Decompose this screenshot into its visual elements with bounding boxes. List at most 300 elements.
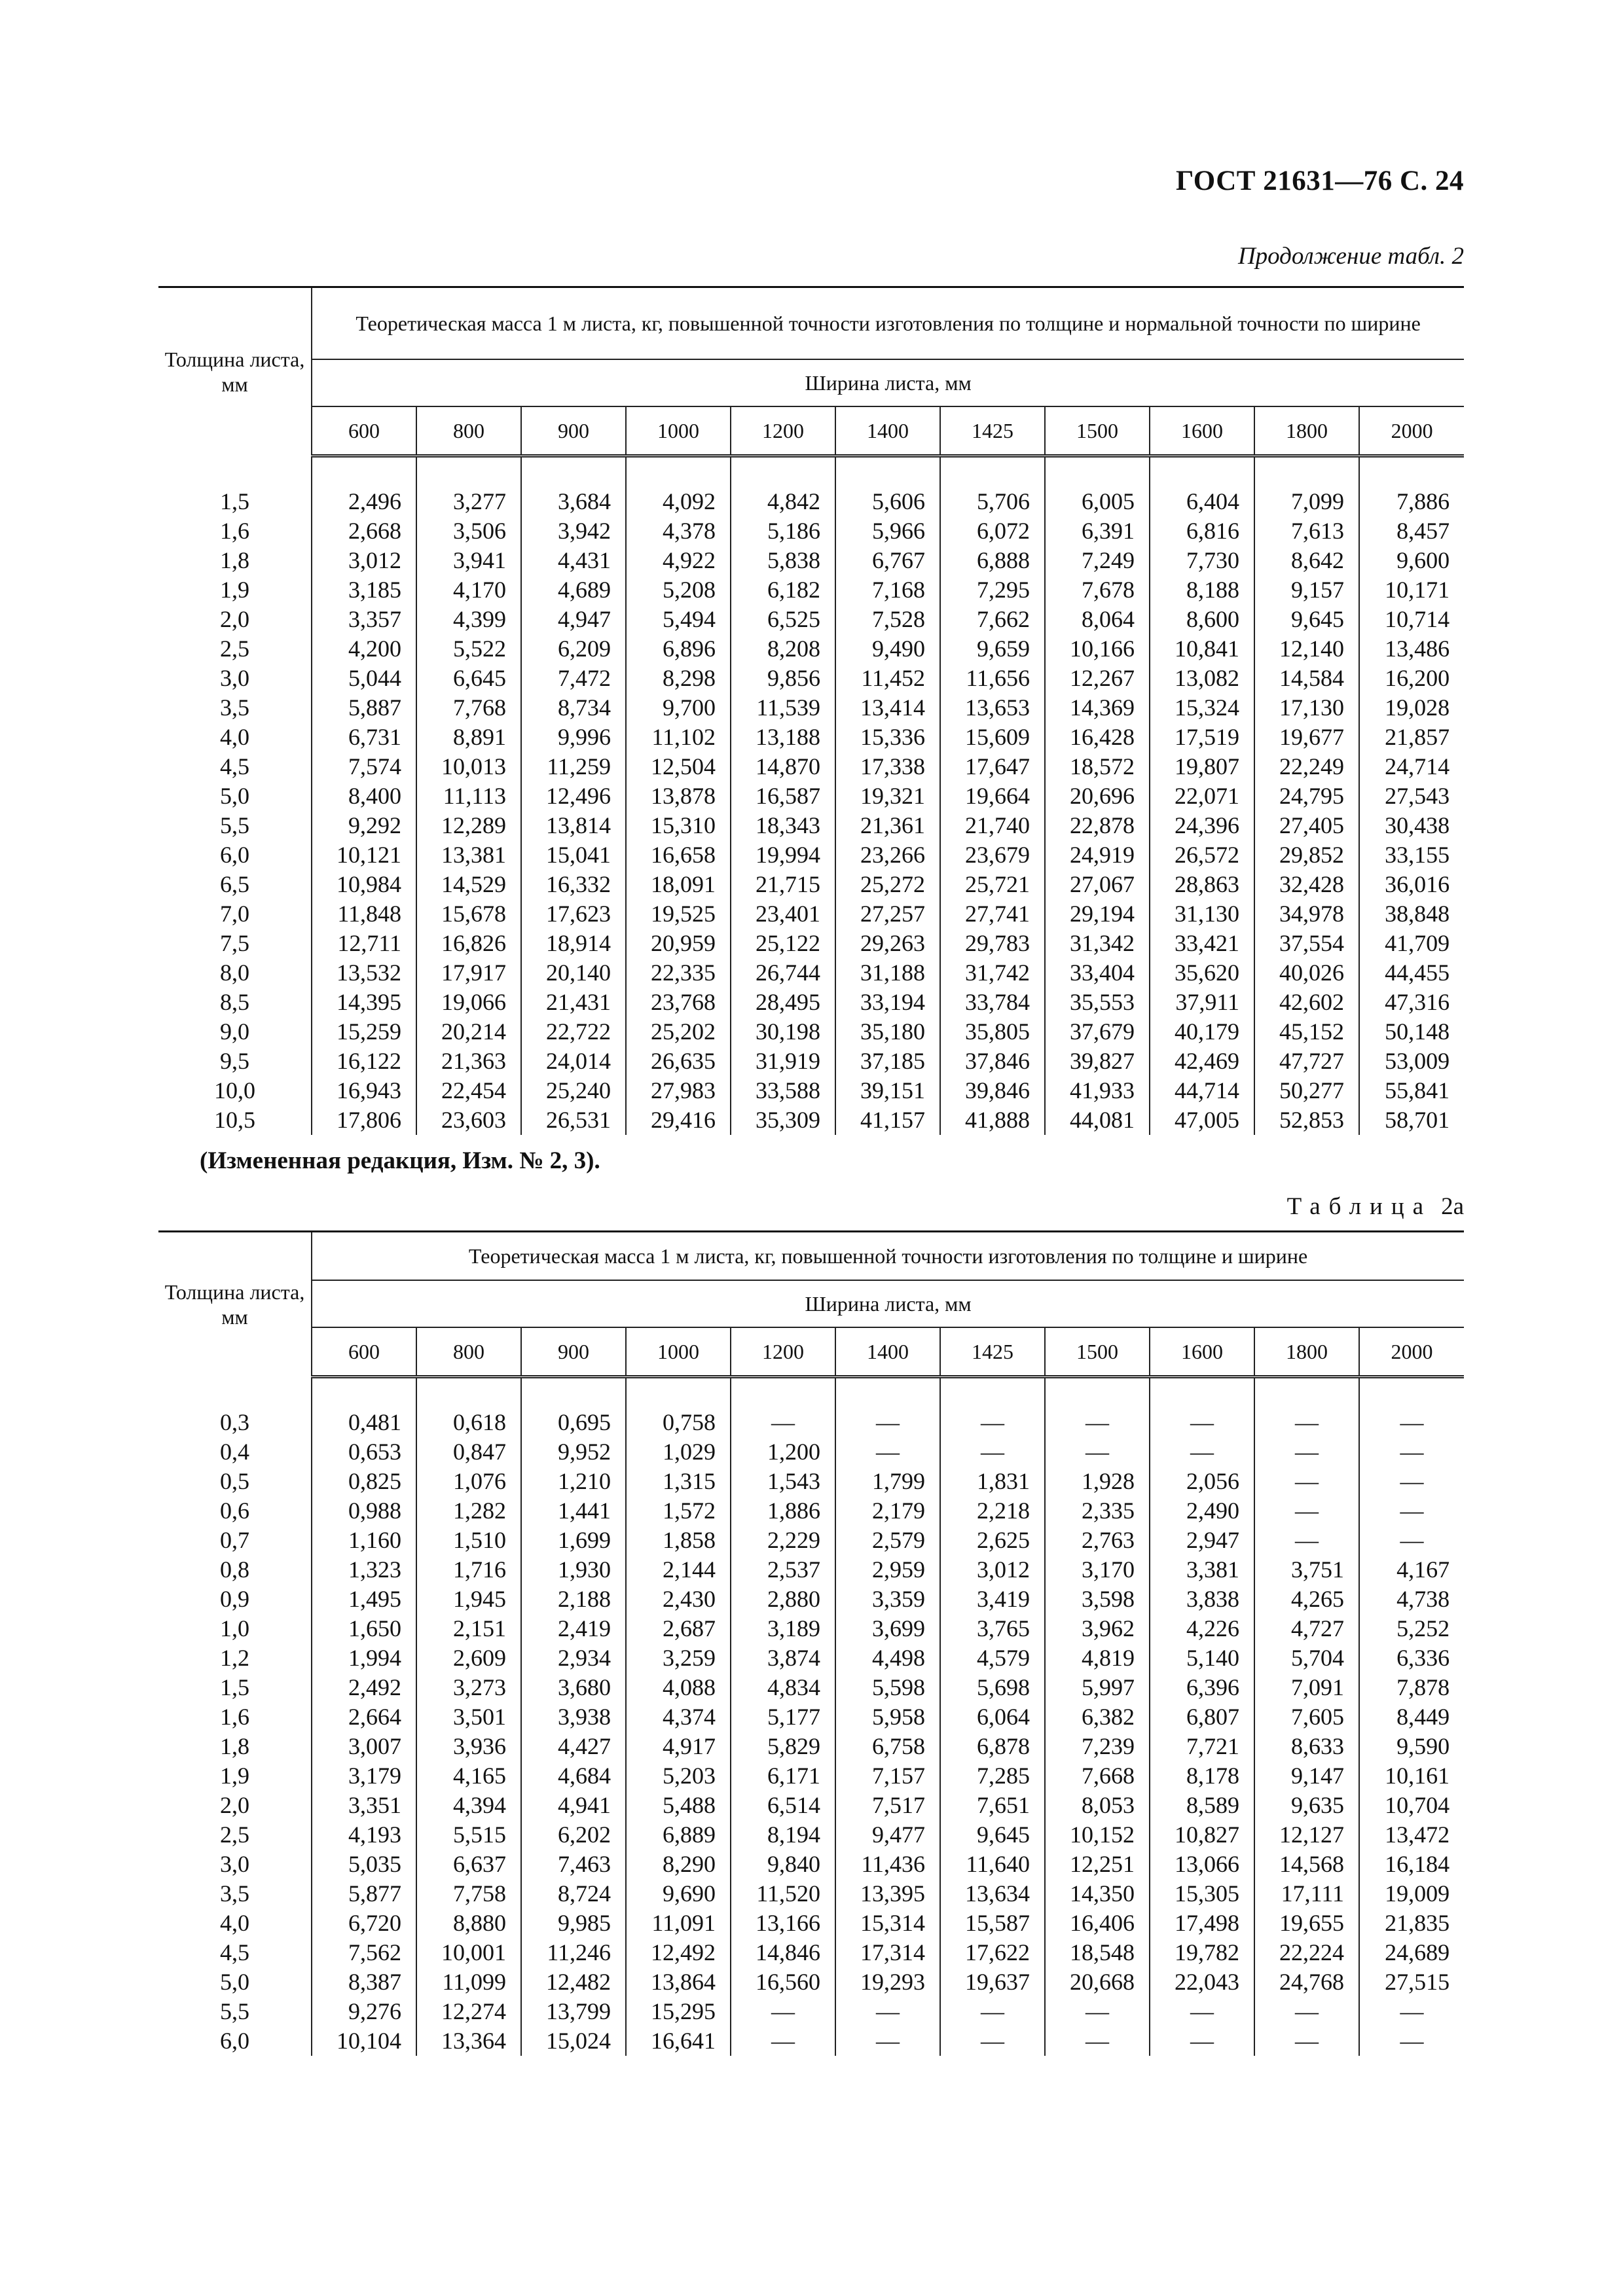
spacer-cell	[416, 1377, 521, 1408]
mass-cell: 3,936	[416, 1732, 521, 1761]
mass-cell: 41,157	[835, 1105, 940, 1135]
mass-cell: 19,677	[1254, 723, 1359, 752]
mass-cell: 22,335	[626, 958, 731, 988]
mass-cell: 4,498	[835, 1643, 940, 1673]
mass-cell: 42,602	[1254, 988, 1359, 1017]
mass-cell: 19,293	[835, 1967, 940, 1997]
mass-cell: 5,203	[626, 1761, 731, 1791]
mass-cell: 8,387	[312, 1967, 416, 1997]
mass-cell: 29,194	[1045, 899, 1150, 929]
mass-cell: 3,838	[1150, 1585, 1254, 1614]
mass-cell: 28,863	[1150, 870, 1254, 899]
mass-cell: 12,711	[312, 929, 416, 958]
mass-cell: 6,758	[835, 1732, 940, 1761]
table-row	[158, 664, 1464, 693]
mass-cell: 15,305	[1150, 1879, 1254, 1909]
mass-cell: 15,041	[521, 840, 626, 870]
mass-cell: 8,400	[312, 781, 416, 811]
table-row	[158, 1643, 1464, 1673]
mass-cell: 27,741	[940, 899, 1045, 929]
amendment-note: (Измененная редакция, Изм. № 2, 3).	[200, 1147, 600, 1174]
mass-cell: 33,404	[1045, 958, 1150, 988]
table-row	[158, 2026, 1464, 2056]
thickness-cell: 1,8	[220, 1733, 249, 1759]
mass-cell: 27,515	[1359, 1967, 1464, 1997]
mass-cell: 9,292	[312, 811, 416, 840]
mass-cell: 9,600	[1359, 546, 1464, 575]
table-title: Теоретическая масса 1 м листа, кг, повышенной точности изготовления по толщине и ширине	[312, 1232, 1464, 1281]
table-row	[158, 1526, 1464, 1555]
spacer-cell	[1254, 456, 1359, 488]
spacer-cell	[312, 456, 416, 488]
mass-cell: 2,179	[835, 1496, 940, 1526]
table-row	[158, 1408, 1464, 1437]
mass-cell: 3,506	[416, 516, 521, 546]
mass-cell: 19,066	[416, 988, 521, 1017]
mass-cell: 29,263	[835, 929, 940, 958]
mass-cell: 33,784	[940, 988, 1045, 1017]
mass-cell: —	[835, 1997, 940, 2026]
mass-cell: 9,157	[1254, 575, 1359, 605]
mass-cell: 4,842	[731, 487, 835, 516]
mass-cell: 26,744	[731, 958, 835, 988]
table-row	[158, 1585, 1464, 1614]
mass-cell: 4,427	[521, 1732, 626, 1761]
mass-cell: —	[731, 2026, 835, 2056]
mass-cell: 3,259	[626, 1643, 731, 1673]
mass-cell: 5,140	[1150, 1643, 1254, 1673]
mass-cell: —	[1359, 1467, 1464, 1496]
mass-cell: 13,166	[731, 1909, 835, 1938]
mass-cell: 3,357	[312, 605, 416, 634]
spacer-cell	[1359, 456, 1464, 488]
width-col-header: 900	[521, 406, 626, 456]
table-row	[158, 1555, 1464, 1585]
mass-cell: 39,827	[1045, 1047, 1150, 1076]
mass-cell: 8,589	[1150, 1791, 1254, 1820]
mass-cell: 14,529	[416, 870, 521, 899]
mass-cell: 4,579	[940, 1643, 1045, 1673]
mass-cell: 15,609	[940, 723, 1045, 752]
mass-cell: 1,210	[521, 1467, 626, 1496]
thickness-cell: 0,7	[220, 1527, 249, 1553]
mass-cell: 4,941	[521, 1791, 626, 1820]
mass-cell: 4,399	[416, 605, 521, 634]
mass-cell: 2,609	[416, 1643, 521, 1673]
mass-cell: 27,983	[626, 1076, 731, 1105]
mass-cell: 6,637	[416, 1850, 521, 1879]
mass-cell: —	[1254, 2026, 1359, 2056]
mass-cell: —	[1045, 2026, 1150, 2056]
mass-cell: 15,336	[835, 723, 940, 752]
mass-cell: 9,700	[626, 693, 731, 723]
mass-cell: 13,878	[626, 781, 731, 811]
mass-cell: 2,335	[1045, 1496, 1150, 1526]
mass-cell: 2,144	[626, 1555, 731, 1585]
mass-cell: 11,848	[312, 899, 416, 929]
spacer-cell	[1254, 1377, 1359, 1408]
mass-cell: 44,455	[1359, 958, 1464, 988]
page-header: ГОСТ 21631—76 С. 24	[1175, 166, 1464, 196]
spacer-cell	[835, 1377, 940, 1408]
table-2a	[158, 1230, 1464, 2056]
mass-cell: 3,751	[1254, 1555, 1359, 1585]
mass-cell: —	[731, 1997, 835, 2026]
mass-cell: —	[1359, 1437, 1464, 1467]
mass-cell: 18,343	[731, 811, 835, 840]
mass-cell: 31,188	[835, 958, 940, 988]
mass-cell: 58,701	[1359, 1105, 1464, 1135]
mass-cell: 37,911	[1150, 988, 1254, 1017]
mass-cell: —	[940, 1408, 1045, 1437]
table-row	[158, 1967, 1464, 1997]
spacer-cell	[835, 456, 940, 488]
mass-cell: 9,490	[835, 634, 940, 664]
table-row	[158, 840, 1464, 870]
mass-cell: 22,224	[1254, 1938, 1359, 1967]
mass-cell: 3,351	[312, 1791, 416, 1820]
mass-cell: 6,391	[1045, 516, 1150, 546]
mass-cell: 14,584	[1254, 664, 1359, 693]
mass-cell: 1,510	[416, 1526, 521, 1555]
mass-cell: 1,716	[416, 1555, 521, 1585]
mass-cell: 16,826	[416, 929, 521, 958]
mass-cell: 50,277	[1254, 1076, 1359, 1105]
table-row	[158, 1879, 1464, 1909]
mass-cell: 33,194	[835, 988, 940, 1017]
table-row	[158, 575, 1464, 605]
thickness-cell: 5,0	[220, 1969, 249, 1995]
mass-cell: 45,152	[1254, 1017, 1359, 1047]
mass-cell: 3,941	[416, 546, 521, 575]
mass-cell: 7,239	[1045, 1732, 1150, 1761]
mass-cell: 8,724	[521, 1879, 626, 1909]
thickness-cell: 0,5	[220, 1468, 249, 1494]
mass-cell: 4,394	[416, 1791, 521, 1820]
mass-cell: 14,369	[1045, 693, 1150, 723]
mass-cell: —	[1254, 1467, 1359, 1496]
thickness-cell: 1,5	[220, 488, 249, 514]
mass-cell: 16,641	[626, 2026, 731, 2056]
thickness-cell: 1,9	[220, 577, 249, 603]
mass-cell: 7,091	[1254, 1673, 1359, 1702]
mass-cell: 1,441	[521, 1496, 626, 1526]
mass-cell: 19,655	[1254, 1909, 1359, 1938]
mass-cell: 1,994	[312, 1643, 416, 1673]
mass-cell: 37,846	[940, 1047, 1045, 1076]
mass-cell: 13,634	[940, 1879, 1045, 1909]
width-col-header: 1200	[731, 1327, 835, 1377]
mass-cell: 44,714	[1150, 1076, 1254, 1105]
mass-cell: 13,486	[1359, 634, 1464, 664]
mass-cell: 29,416	[626, 1105, 731, 1135]
mass-cell: 11,259	[521, 752, 626, 781]
table-label-word: Таблица	[1286, 1193, 1432, 1220]
spacer-cell	[731, 456, 835, 488]
mass-cell: 5,829	[731, 1732, 835, 1761]
mass-cell: 6,807	[1150, 1702, 1254, 1732]
table-row	[158, 1496, 1464, 1526]
mass-cell: 19,782	[1150, 1938, 1254, 1967]
mass-cell: 3,419	[940, 1585, 1045, 1614]
mass-cell: 5,706	[940, 487, 1045, 516]
mass-cell: 7,721	[1150, 1732, 1254, 1761]
table-row	[158, 1997, 1464, 2026]
mass-cell: 6,209	[521, 634, 626, 664]
mass-cell: 3,942	[521, 516, 626, 546]
mass-cell: —	[1254, 1997, 1359, 2026]
mass-cell: 27,257	[835, 899, 940, 929]
thickness-cell: 6,5	[220, 871, 249, 897]
mass-cell: 3,699	[835, 1614, 940, 1643]
mass-cell: 21,363	[416, 1047, 521, 1076]
mass-cell: 4,727	[1254, 1614, 1359, 1643]
mass-cell: 17,314	[835, 1938, 940, 1967]
spacer-cell	[626, 1377, 731, 1408]
mass-cell: 16,200	[1359, 664, 1464, 693]
mass-cell: 6,896	[626, 634, 731, 664]
mass-cell: 3,179	[312, 1761, 416, 1791]
spacer-cell	[416, 456, 521, 488]
mass-cell: 11,113	[416, 781, 521, 811]
mass-cell: 39,846	[940, 1076, 1045, 1105]
mass-cell: 38,848	[1359, 899, 1464, 929]
spacer-cell	[312, 1377, 416, 1408]
table-title: Теоретическая масса 1 м листа, кг, повышенной точности изготовления по толщине и нормальной точности по ширине	[312, 287, 1464, 360]
mass-cell: —	[1045, 1408, 1150, 1437]
mass-cell: 16,587	[731, 781, 835, 811]
width-col-header: 1000	[626, 1327, 731, 1377]
mass-cell: 10,171	[1359, 575, 1464, 605]
mass-cell: 2,496	[312, 487, 416, 516]
mass-cell: 6,525	[731, 605, 835, 634]
mass-cell: 6,404	[1150, 487, 1254, 516]
table-2-continued	[158, 286, 1464, 1135]
mass-cell: 4,170	[416, 575, 521, 605]
table-row	[158, 516, 1464, 546]
table-row	[158, 1017, 1464, 1047]
mass-cell: —	[940, 1437, 1045, 1467]
mass-cell: 17,622	[940, 1938, 1045, 1967]
mass-cell: 0,653	[312, 1437, 416, 1467]
mass-cell: 17,519	[1150, 723, 1254, 752]
spacer-cell	[1150, 456, 1254, 488]
thickness-cell: 4,0	[220, 724, 249, 750]
mass-cell: 7,878	[1359, 1673, 1464, 1702]
mass-cell: 12,492	[626, 1938, 731, 1967]
mass-cell: 1,858	[626, 1526, 731, 1555]
mass-cell: 9,690	[626, 1879, 731, 1909]
mass-cell: 2,687	[626, 1614, 731, 1643]
mass-cell: 9,985	[521, 1909, 626, 1938]
mass-cell: 2,419	[521, 1614, 626, 1643]
mass-cell: 29,852	[1254, 840, 1359, 870]
mass-cell: 7,613	[1254, 516, 1359, 546]
mass-cell: 17,130	[1254, 693, 1359, 723]
mass-cell: 8,053	[1045, 1791, 1150, 1820]
thickness-cell: 1,2	[220, 1645, 249, 1671]
width-col-header: 1000	[626, 406, 731, 456]
mass-cell: 19,664	[940, 781, 1045, 811]
thickness-cell: 2,5	[220, 1821, 249, 1848]
mass-cell: —	[1359, 1408, 1464, 1437]
mass-cell: 8,633	[1254, 1732, 1359, 1761]
table-row	[158, 752, 1464, 781]
mass-cell: 10,841	[1150, 634, 1254, 664]
mass-cell: 4,689	[521, 575, 626, 605]
mass-cell: 5,035	[312, 1850, 416, 1879]
mass-cell: 19,028	[1359, 693, 1464, 723]
table-row	[158, 1820, 1464, 1850]
mass-cell: 27,543	[1359, 781, 1464, 811]
mass-cell: 3,012	[940, 1555, 1045, 1585]
mass-cell: 2,492	[312, 1673, 416, 1702]
mass-cell: 16,560	[731, 1967, 835, 1997]
thickness-cell: 4,5	[220, 753, 249, 780]
spacer-cell	[940, 1377, 1045, 1408]
thickness-cell: 7,5	[220, 930, 249, 956]
mass-cell: 1,323	[312, 1555, 416, 1585]
mass-cell: 15,259	[312, 1017, 416, 1047]
mass-cell: 8,208	[731, 634, 835, 664]
mass-cell: 7,886	[1359, 487, 1464, 516]
mass-cell: 22,071	[1150, 781, 1254, 811]
mass-cell: 3,012	[312, 546, 416, 575]
thickness-cell: 9,0	[220, 1018, 249, 1045]
mass-cell: 4,200	[312, 634, 416, 664]
thickness-cell: 5,5	[220, 1998, 249, 2024]
mass-cell: 13,653	[940, 693, 1045, 723]
mass-cell: 10,013	[416, 752, 521, 781]
mass-cell: 7,758	[416, 1879, 521, 1909]
mass-cell: 11,640	[940, 1850, 1045, 1879]
thickness-cell: 3,5	[220, 694, 249, 721]
mass-cell: 4,431	[521, 546, 626, 575]
mass-cell: 2,880	[731, 1585, 835, 1614]
table-row	[158, 1732, 1464, 1761]
mass-cell: 5,958	[835, 1702, 940, 1732]
mass-cell: 32,428	[1254, 870, 1359, 899]
thickness-header: Толщина листа, мм	[158, 287, 312, 456]
mass-cell: 17,806	[312, 1105, 416, 1135]
mass-cell: 40,179	[1150, 1017, 1254, 1047]
mass-cell: 15,310	[626, 811, 731, 840]
mass-cell: 35,620	[1150, 958, 1254, 988]
width-col-header: 2000	[1359, 1327, 1464, 1377]
mass-cell: 10,161	[1359, 1761, 1464, 1791]
mass-cell: —	[1254, 1496, 1359, 1526]
mass-cell: 7,295	[940, 575, 1045, 605]
mass-cell: 35,805	[940, 1017, 1045, 1047]
mass-cell: 16,428	[1045, 723, 1150, 752]
mass-cell: 2,959	[835, 1555, 940, 1585]
mass-cell: 7,517	[835, 1791, 940, 1820]
mass-cell: 9,996	[521, 723, 626, 752]
thickness-cell: 3,5	[220, 1880, 249, 1907]
thickness-cell: 2,0	[220, 1792, 249, 1818]
mass-cell: 33,588	[731, 1076, 835, 1105]
mass-cell: 19,994	[731, 840, 835, 870]
mass-cell: 7,562	[312, 1938, 416, 1967]
mass-cell: 8,194	[731, 1820, 835, 1850]
mass-cell: 22,043	[1150, 1967, 1254, 1997]
mass-cell: 8,178	[1150, 1761, 1254, 1791]
mass-cell: 16,943	[312, 1076, 416, 1105]
mass-cell: 13,472	[1359, 1820, 1464, 1850]
mass-cell: —	[940, 1997, 1045, 2026]
mass-cell: 5,606	[835, 487, 940, 516]
mass-cell: 5,186	[731, 516, 835, 546]
mass-cell: 25,721	[940, 870, 1045, 899]
mass-cell: 6,889	[626, 1820, 731, 1850]
mass-cell: 12,482	[521, 1967, 626, 1997]
mass-cell: 5,522	[416, 634, 521, 664]
mass-cell: 3,359	[835, 1585, 940, 1614]
mass-cell: 2,218	[940, 1496, 1045, 1526]
mass-cell: 8,880	[416, 1909, 521, 1938]
spacer-cell	[1045, 456, 1150, 488]
mass-cell: 2,934	[521, 1643, 626, 1673]
mass-cell: —	[731, 1408, 835, 1437]
thickness-cell: 1,6	[220, 1704, 249, 1730]
mass-cell: 5,208	[626, 575, 731, 605]
mass-cell: 8,064	[1045, 605, 1150, 634]
width-col-header: 1500	[1045, 1327, 1150, 1377]
mass-cell: 35,180	[835, 1017, 940, 1047]
mass-cell: 22,722	[521, 1017, 626, 1047]
spacer-cell	[940, 456, 1045, 488]
width-col-header: 1400	[835, 1327, 940, 1377]
mass-cell: 6,005	[1045, 487, 1150, 516]
mass-cell: 19,807	[1150, 752, 1254, 781]
mass-cell: 5,698	[940, 1673, 1045, 1702]
mass-cell: 4,917	[626, 1732, 731, 1761]
mass-cell: 8,600	[1150, 605, 1254, 634]
mass-cell: 20,214	[416, 1017, 521, 1047]
mass-cell: —	[1359, 1496, 1464, 1526]
mass-cell: 5,252	[1359, 1614, 1464, 1643]
mass-cell: 2,664	[312, 1702, 416, 1732]
table-row	[158, 1673, 1464, 1702]
mass-cell: 0,825	[312, 1467, 416, 1496]
width-col-header: 600	[312, 406, 416, 456]
mass-cell: 8,891	[416, 723, 521, 752]
mass-cell: 7,472	[521, 664, 626, 693]
mass-cell: 17,338	[835, 752, 940, 781]
mass-cell: 16,184	[1359, 1850, 1464, 1879]
mass-cell: 18,091	[626, 870, 731, 899]
mass-cell: 23,768	[626, 988, 731, 1017]
mass-cell: 28,495	[731, 988, 835, 1017]
header-spacer	[158, 456, 1464, 488]
mass-cell: 26,635	[626, 1047, 731, 1076]
mass-cell: 19,009	[1359, 1879, 1464, 1909]
mass-cell: 14,870	[731, 752, 835, 781]
table-row	[158, 1850, 1464, 1879]
mass-cell: 9,952	[521, 1437, 626, 1467]
thickness-cell: 1,8	[220, 547, 249, 573]
mass-cell: 1,543	[731, 1467, 835, 1496]
mass-cell: 6,064	[940, 1702, 1045, 1732]
mass-cell: 53,009	[1359, 1047, 1464, 1076]
mass-cell: 36,016	[1359, 870, 1464, 899]
mass-cell: 13,814	[521, 811, 626, 840]
table-row	[158, 1791, 1464, 1820]
mass-cell: 55,841	[1359, 1076, 1464, 1105]
mass-cell: 3,381	[1150, 1555, 1254, 1585]
mass-cell: 52,853	[1254, 1105, 1359, 1135]
table-row	[158, 1909, 1464, 1938]
